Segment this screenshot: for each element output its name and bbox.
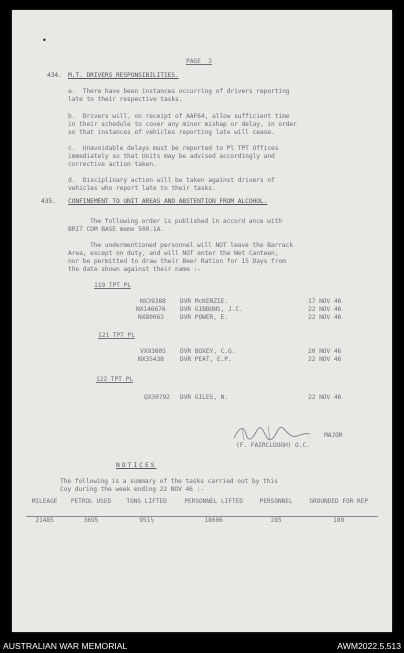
value-tons-lifted: 951½ <box>119 517 175 532</box>
value-mileage: 21485 <box>26 517 63 532</box>
notices-intro-line-2: Coy during the week ending 22 NOV 46 :- <box>60 486 204 493</box>
header-petrol-used: PETROL USED <box>70 498 112 505</box>
para-434c-line-3: corrective action taken. <box>68 161 157 168</box>
para-435-order-line-2: BRIT COM BASE memo 500.1A. <box>68 226 164 233</box>
driver-name: DVR BOXEY, C.G. <box>180 348 236 355</box>
value-petrol-used: 3695 <box>63 517 119 532</box>
confinement-date: 22 NOV 46 <box>308 356 342 363</box>
header-mileage: MILEAGE <box>31 498 58 505</box>
driver-name: DVR PEAT, E.P. <box>180 356 232 363</box>
platoon-121-heading: 121 TPT PL <box>98 332 135 339</box>
para-434b-line-3: so that instances of vehicles reporting late will cease. <box>68 129 275 136</box>
para-434b-line-1: b. Drivers will, on receipt of AAF64, allow sufficient time <box>68 113 290 120</box>
footer-institution: AUSTRALIAN WAR MEMORIAL <box>3 641 128 651</box>
document-page <box>12 10 392 632</box>
confinement-date: 22 NOV 46 <box>308 394 342 401</box>
confinement-date: 20 NOV 46 <box>308 348 342 355</box>
roll-number: QX30792 <box>144 394 170 401</box>
para-434a-line-1: a. There have been instances occurring of drivers reporting <box>68 88 290 95</box>
notices-intro-line-1: The following is a summary of the tasks carried out by this <box>60 478 278 485</box>
roll-number: NX146676 <box>136 306 166 313</box>
section-434-heading: M.T. DRIVERS RESPONSIBILITIES. <box>68 72 179 79</box>
para-435-personnel-line-4: the date shown against their name :- <box>68 266 201 273</box>
platoon-119-heading: 119 TPT PL <box>94 282 131 289</box>
value-personnel: 285 <box>253 517 299 532</box>
driver-name: DVR GIBBONS, J.C. <box>180 306 243 313</box>
roll-number: VX93805 <box>140 348 166 355</box>
header-tons-lifted: TONS LIFTED <box>126 498 167 505</box>
signatory-name: (F. FAIRCLOUGH) O.C. <box>236 442 310 449</box>
para-434d-line-1: d. Disciplinary action will be taken against drivers of <box>68 177 275 184</box>
para-435-personnel-line-2: Area, except on duty, and will NOT enter the Wet Canteen, <box>68 250 279 257</box>
para-434d-line-2: vehicles who report late to their tasks. <box>68 185 216 192</box>
para-434a-line-2: late to their respective tasks. <box>68 96 183 103</box>
page-number: PAGE 3 <box>186 58 212 65</box>
roll-number: NX39388 <box>140 298 166 305</box>
ink-mark: • <box>42 36 47 45</box>
header-personnel: PERSONNEL <box>259 498 293 505</box>
header-personnel-lifted: PERSONNEL LIFTED <box>184 498 244 505</box>
notices-heading: NOTICES <box>116 462 157 469</box>
para-434c-line-2: immediately so that Units may be advised accordingly and <box>68 153 275 160</box>
para-435-order-line-1: The following order is published in accord ance with <box>90 218 282 225</box>
section-435-heading: CONFINEMENT TO UNIT AREAS AND ABSTENTION FROM ALCOHOL. <box>68 198 268 205</box>
para-435-personnel-line-3: nor be permitted to draw their Beer Ration for 15 Days from <box>68 258 286 265</box>
footer-accession-number: AWM2022.5.513 <box>337 641 401 651</box>
driver-name: DVR POWER, E. <box>180 314 228 321</box>
handwritten-signature <box>232 422 312 444</box>
value-grounded-for-rep: 189 <box>299 517 378 532</box>
platoon-122-heading: 122 TPT PL <box>96 376 133 383</box>
confinement-date: 22 NOV 46 <box>308 306 342 313</box>
header-grounded-for-rep: GROUNDED FOR REP <box>309 498 369 505</box>
section-434-number: 434. <box>47 72 62 79</box>
section-435-number: 435. <box>41 198 56 205</box>
para-434c-line-1: c. Unavoidable delays must be reported to Pl TPT Offices <box>68 145 279 152</box>
value-personnel-lifted: 18606 <box>174 517 253 532</box>
weekly-summary-table <box>26 498 378 531</box>
signatory-rank: MAJOR <box>324 432 343 439</box>
confinement-date: 22 NOV 46 <box>308 314 342 321</box>
confinement-date: 17 NOV 46 <box>308 298 342 305</box>
driver-name: DVR McKENZIE. <box>180 298 228 305</box>
para-435-personnel-line-1: The undermentioned personnel will NOT leave the Barrack <box>90 242 294 249</box>
roll-number: NX80063 <box>138 314 164 321</box>
archive-footer <box>0 639 404 653</box>
roll-number: NX35438 <box>138 356 164 363</box>
driver-name: DVR GILES, N. <box>180 394 228 401</box>
para-434b-line-2: in their schedule to cover any minor mishap or delay, in order <box>68 121 297 128</box>
